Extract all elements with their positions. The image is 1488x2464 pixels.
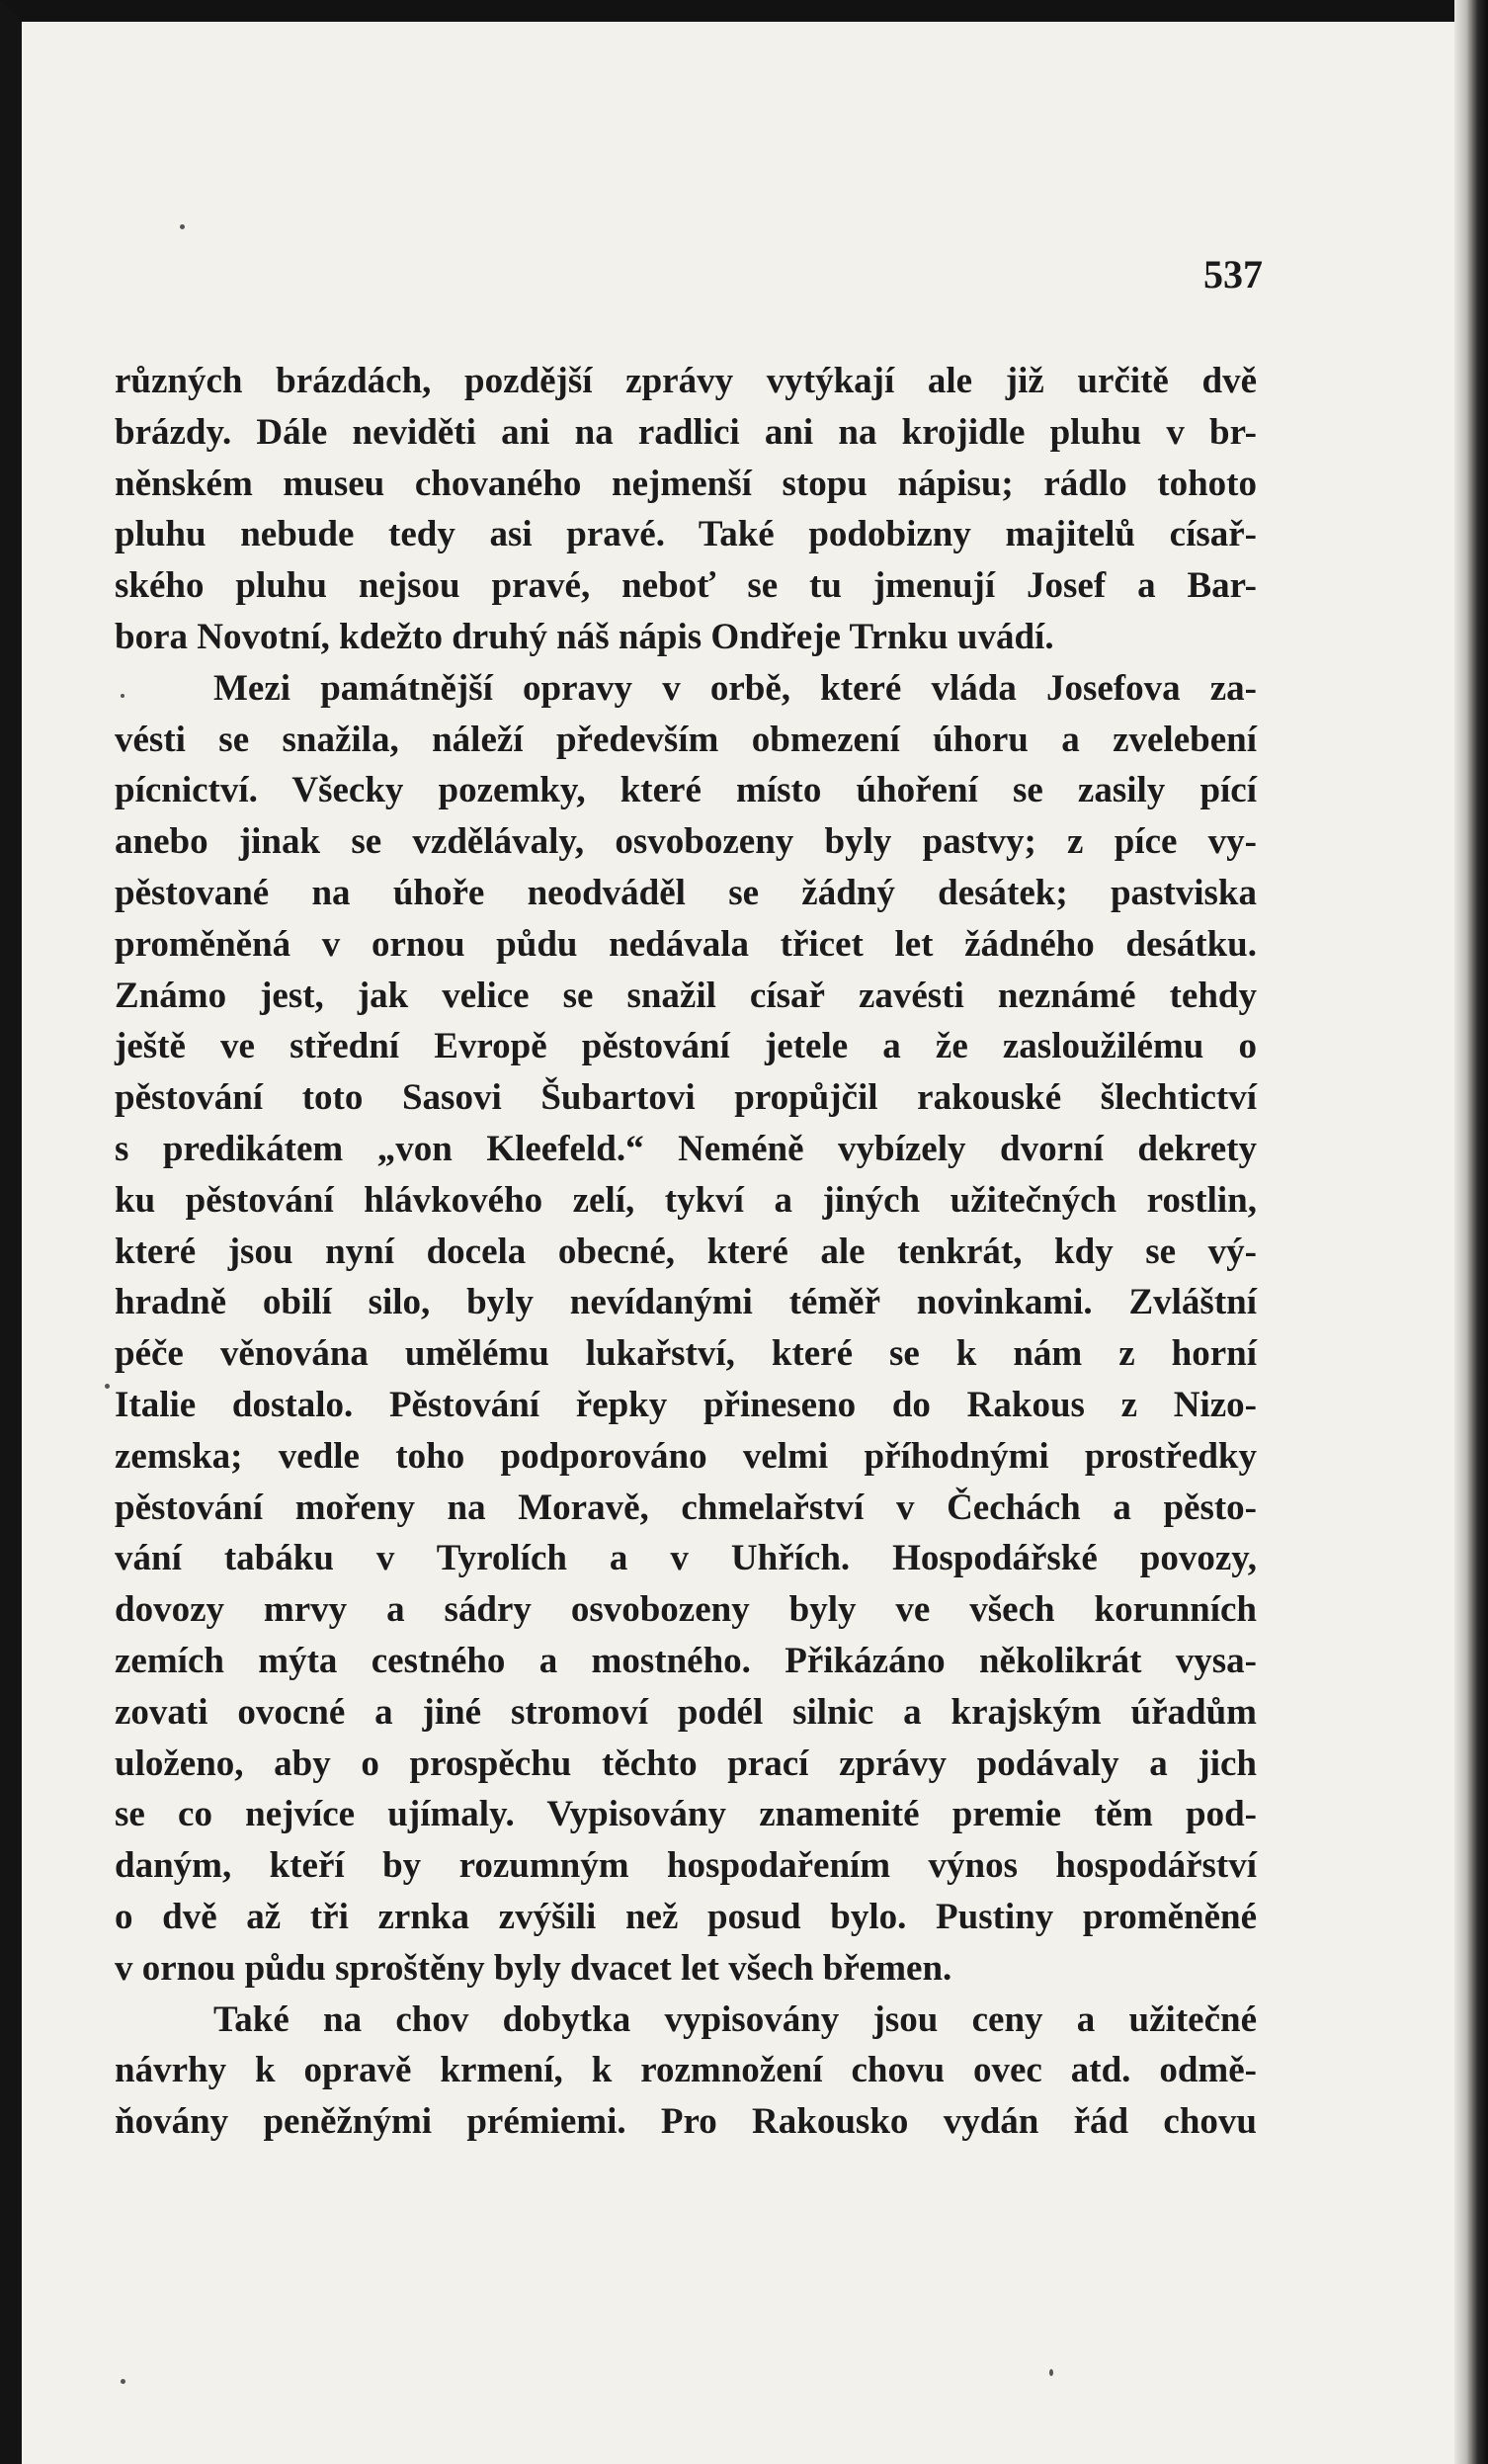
text-line: různých brázdách, pozdější zprávy vytýkají ale již určitě dvě [115,361,1257,401]
text-line: něnském museu chovaného nejmenší stopu nápisu; rádlo tohoto [115,463,1257,504]
text-line: se co nejvíce ujímaly. Vypisovány znamenité premie těm pod- [115,1794,1257,1835]
text-line: ku pěstování hlávkového zelí, tykví a jiných užitečných rostlin, [115,1179,1257,1221]
text-line: návrhy k opravě krmení, k rozmnožení chovu ovec atd. odmě- [115,2050,1257,2091]
paper-speck [121,2379,125,2384]
text-line: pluhu nebude tedy asi pravé. Také podobizny majitelů císař- [115,514,1257,555]
text-line: Známo jest, jak velice se snažil císař zavésti neznámé tehdy [115,975,1257,1016]
text-line: zovati ovocné a jiné stromoví podél silnic a krajským úřadům [115,1691,1257,1733]
text-line: bora Novotní, kdežto druhý náš nápis Ondřeje Trnku uvádí. [115,616,1054,657]
text-line: zemska; vedle toho podporováno velmi příhodnými prostředky [115,1435,1257,1477]
text-line: pěstování mořeny na Moravě, chmelařství v Čechách a pěsto- [115,1487,1257,1528]
text-line: pícnictví. Všecky pozemky, které místo úhoření se zasily pící [115,770,1257,811]
text-line: anebo jinak se vzdělávaly, osvobozeny byly pastvy; z píce vy- [115,821,1257,863]
text-line: brázdy. Dále neviděti ani na radlici ani na krojidle pluhu v br- [115,411,1257,453]
text-line: péče věnována umělému lukařství, které se k nám z horní [115,1333,1257,1375]
body-text [115,356,1257,2148]
text-line: proměněná v ornou půdu nedávala třicet let žádného desátku. [115,923,1257,965]
text-line: vésti se snažila, náleží především obmezení úhoru a zvelebení [115,719,1257,760]
text-line: které jsou nyní docela obecné, které ale tenkrát, kdy se vý- [115,1231,1257,1272]
paper-speck [180,224,185,229]
text-line: vání tabáku v Tyrolích a v Uhřích. Hospodářské povozy, [115,1538,1257,1579]
page-edge-shadow [1454,0,1488,2464]
text-line: uloženo, aby o prospěchu těchto prací zprávy podávaly a jich [115,1742,1257,1784]
page-number: 537 [1203,252,1263,297]
paper-speck [105,1384,110,1389]
text-line: ještě ve střední Evropě pěstování jetele a že zasloužilému o [115,1026,1257,1067]
text-line: pěstování toto Sasovi Šubartovi propůjčil rakouské šlechtictví [115,1077,1257,1119]
text-line: hradně obilí silo, byly nevídanými téměř novinkami. Zvláštní [115,1282,1257,1323]
text-line: ského pluhu nejsou pravé, neboť se tu jmenují Josef a Bar- [115,565,1257,607]
text-line: o dvě až tři zrnka zvýšili než posud bylo. Pustiny proměněné [115,1896,1257,1937]
text-line: pěstované na úhoře neodváděl se žádný desátek; pastviska [115,872,1257,913]
text-line: ňovány peněžnými prémiemi. Pro Rakousko vydán řád chovu [115,2101,1257,2143]
text-line: daným, kteří by rozumným hospodařením výnos hospodářství [115,1845,1257,1887]
text-line: Také na chov dobytka vypisovány jsou ceny a užitečné [213,1998,1257,2040]
text-line: s predikátem „von Kleefeld.“ Neméně vybízely dvorní dekrety [115,1128,1257,1169]
text-line: zemích mýta cestného a mostného. Přikázáno několikrát vysa- [115,1640,1257,1681]
text-line: v ornou půdu sproštěny byly dvacet let všech břemen. [115,1947,952,1989]
paper-speck [1049,2369,1053,2376]
text-line: dovozy mrvy a sádry osvobozeny byly ve všech korunních [115,1589,1257,1631]
text-line: Italie dostalo. Pěstování řepky přineseno do Rakous z Nizo- [115,1384,1257,1425]
paper-speck [121,694,124,698]
text-line: Mezi památnější opravy v orbě, které vláda Josefova za- [213,667,1257,709]
